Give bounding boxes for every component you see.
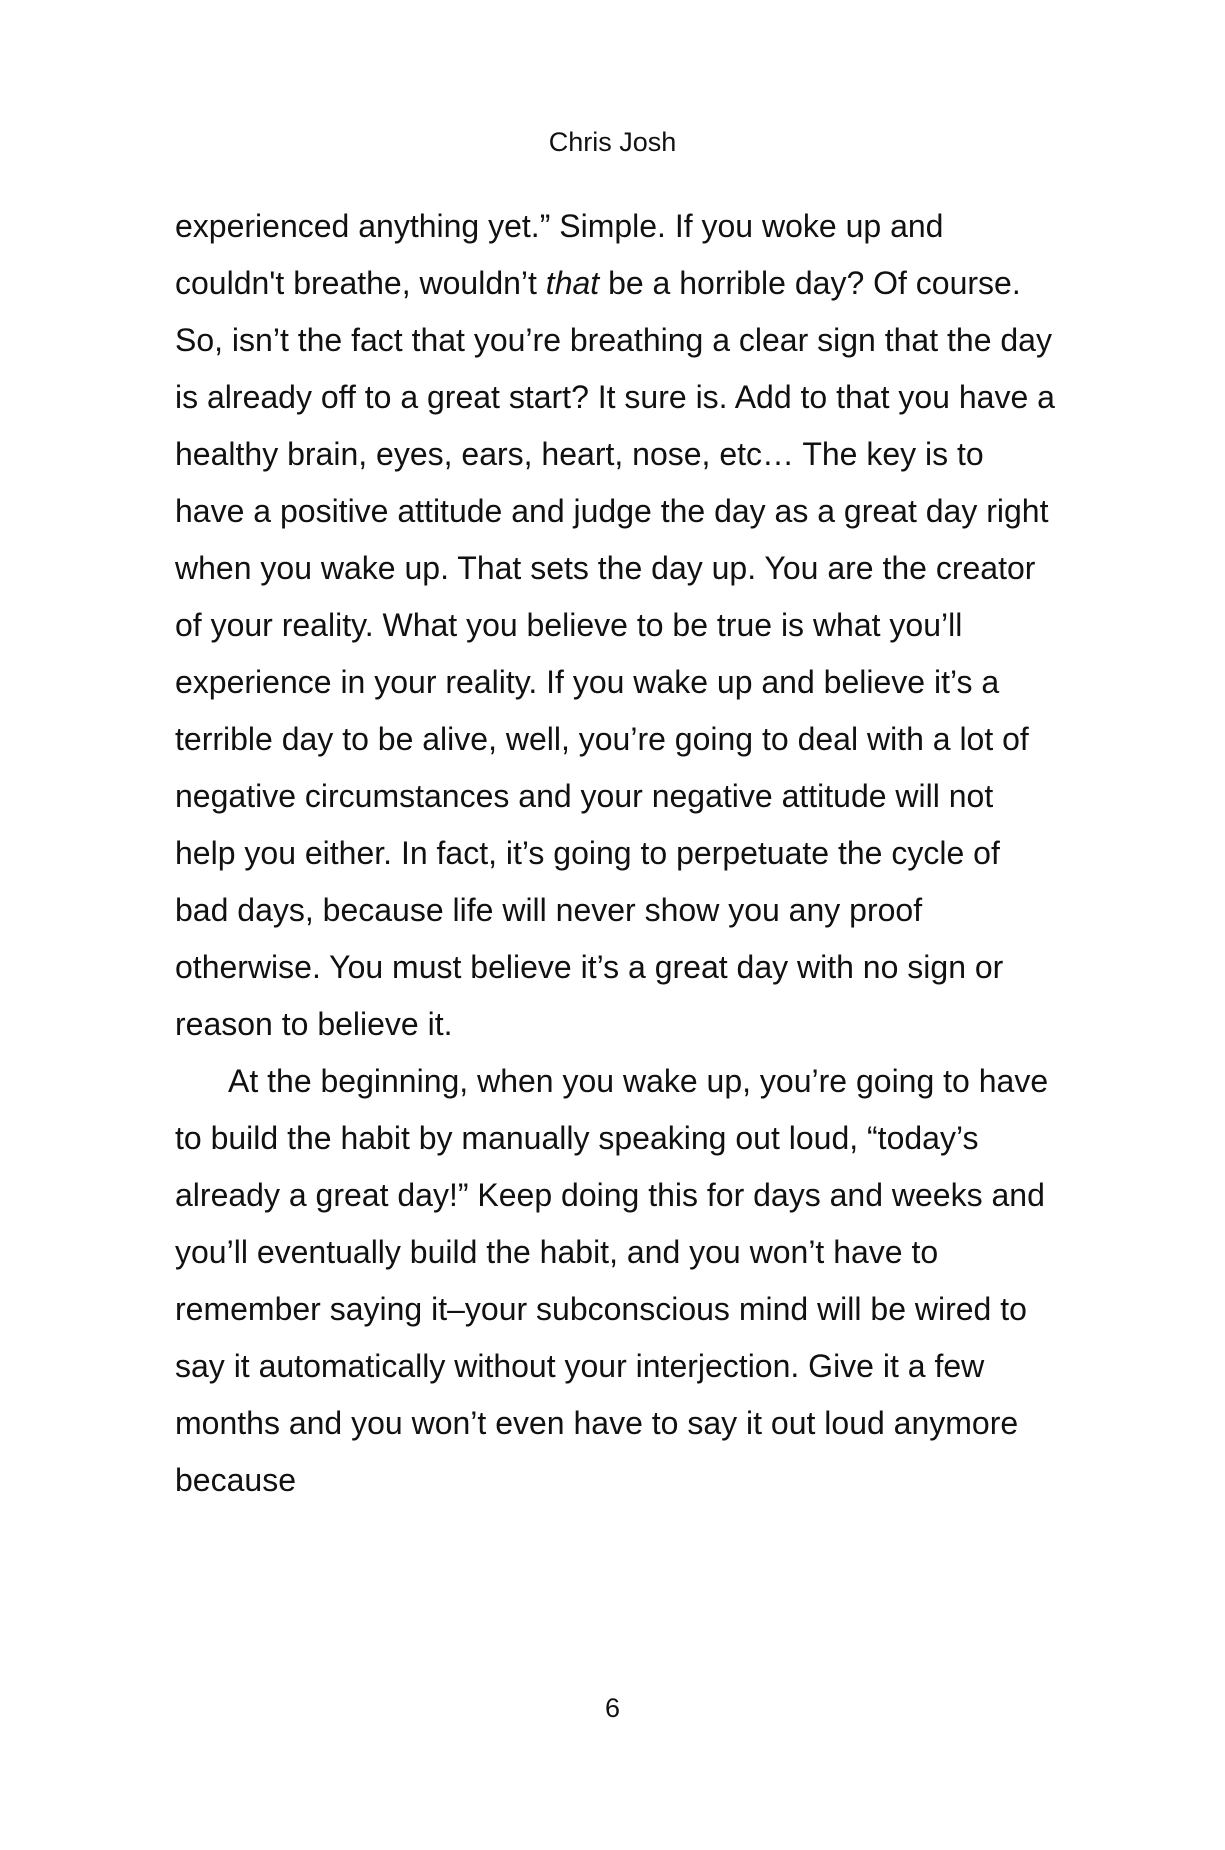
paragraph-1-text-after: be a horrible day? Of course. So, isn’t the fact that you’re breathing a clear sign that the day is already off to a great start? It sure is. Add to that you have a healthy brain, eyes, ears, heart, nose, etc… The key is to have a positive attitude and judge the day as a great day right when you wake up. That sets the day up. You are the creator of your reality. What you believe to be true is what you’ll experience in your reality. If you wake up and believe it’s a terrible day to be alive, well, you’re going to deal with a lot of negative circumstances and your negative attitude will not help you either. In fact, it’s going to perpetuate the cycle of bad days, because life will never show you any proof otherwise. You must believe it’s a great day with no sign or reason to believe it. [175,265,1055,1042]
paragraph-1-text-before: experienced anything yet.” Simple. If you woke up and couldn't breathe, wouldn’t [175,208,944,301]
paragraph-1 [175,198,1055,1053]
paragraph-2: At the beginning, when you wake up, you’re going to have to build the habit by manually speaking out loud, “today’s already a great day!” Keep doing this for days and weeks and you’ll eventually build the habit, and you won’t have to remember saying it–your subconscious mind will be wired to say it automatically without your interjection. Give it a few months and you won’t even have to say it out loud anymore because [175,1063,1049,1498]
page-number: 6 [604,1693,621,1723]
running-header: Chris Josh [548,127,677,157]
paragraph-1-emphasis: that [545,265,600,301]
body-text [175,198,1055,1509]
